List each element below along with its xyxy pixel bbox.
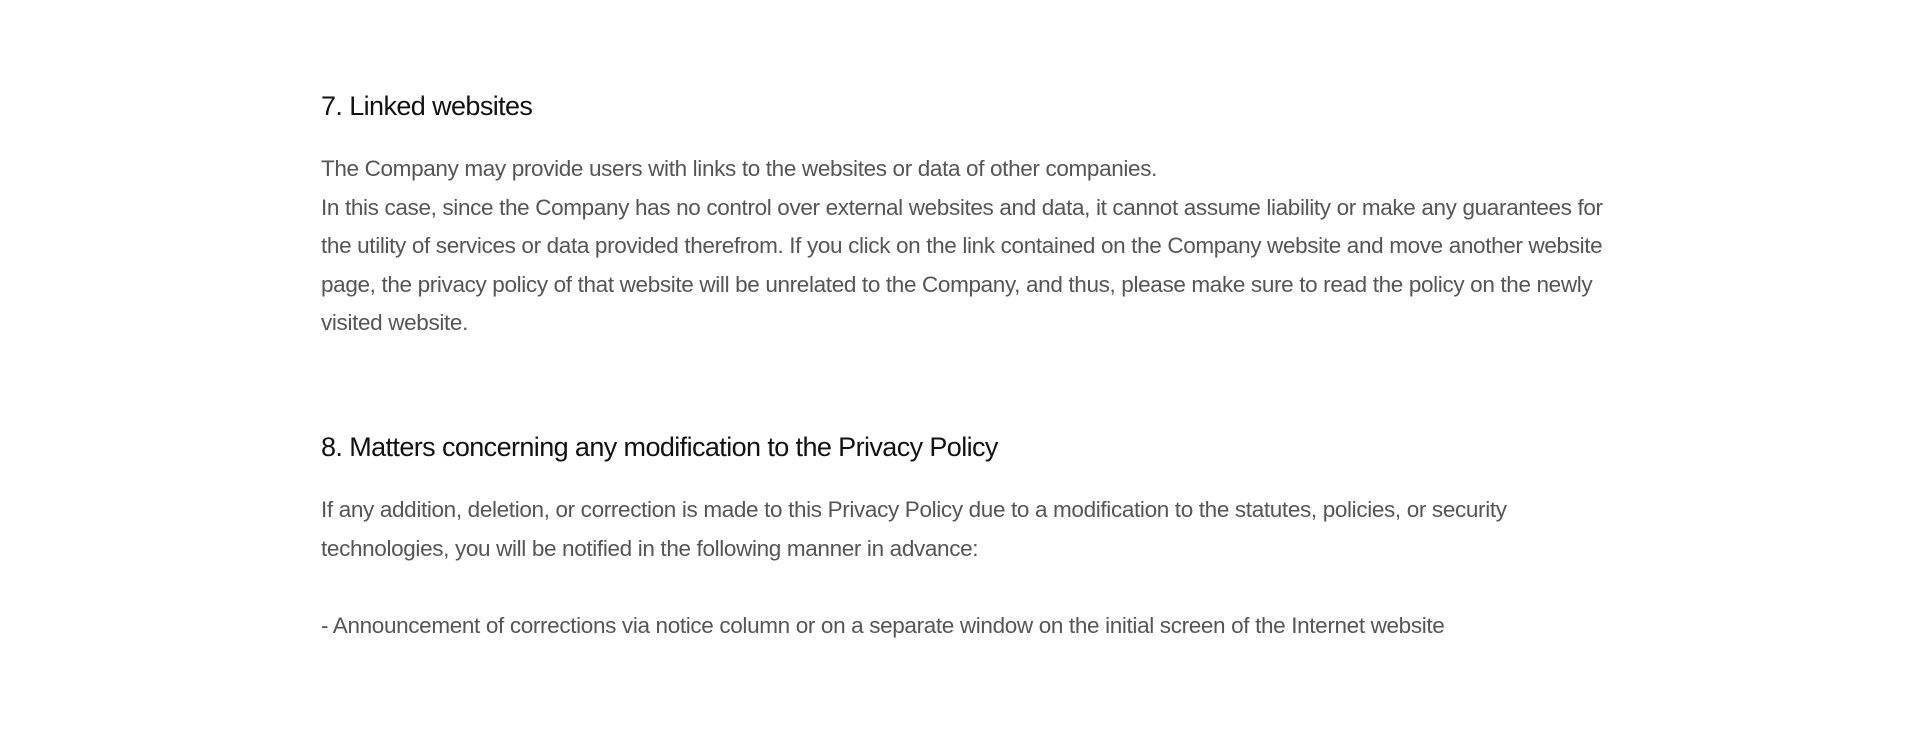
section-body <box>321 150 1611 343</box>
section-title: 8. Matters concerning any modification to the Privacy Policy <box>321 432 998 462</box>
paragraph: If any addition, deletion, or correction is made to this Privacy Policy due to a modification to the statutes, policies, or security technologies, you will be notified in the following manner in advance: <box>321 497 1507 561</box>
section-body <box>321 491 1611 568</box>
paragraph: The Company may provide users with links to the websites or data of other companies. <box>321 156 1158 181</box>
paragraph: In this case, since the Company has no control over external websites and data, it cannot assume liability or make any guarantees for the utility of services or data provided therefrom. If you click on the link contained on the Company website and move another website page, the privacy policy of that website will be unrelated to the Company, and thus, please make sure to read the policy on the newly visited website. <box>321 194 1603 336</box>
section-title: 7. Linked websites <box>321 91 533 121</box>
bullet-item: - Announcement of corrections via notice column or on a separate window on the initial screen of the Internet website <box>321 613 1445 638</box>
